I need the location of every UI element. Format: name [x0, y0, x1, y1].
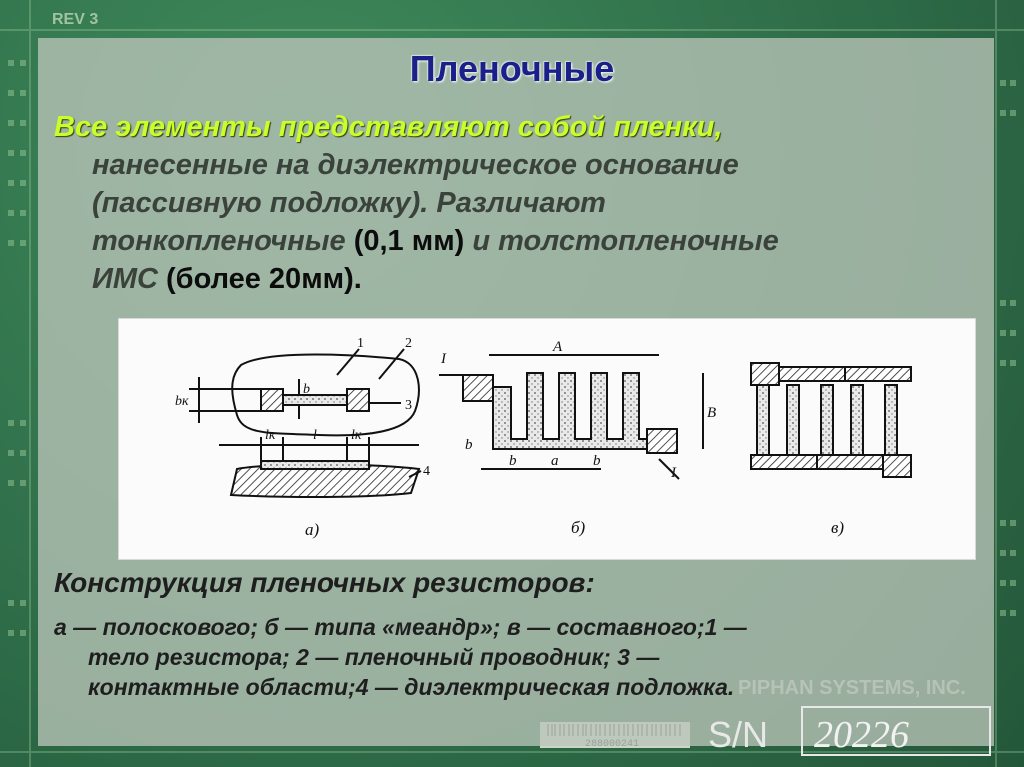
board-rev-label: REV 3	[52, 11, 99, 28]
diagram-v-composite	[751, 363, 911, 477]
label-3: 3	[405, 398, 412, 413]
label-1: 1	[357, 336, 364, 351]
diagram-b-meander	[439, 355, 703, 479]
thick-film-term: и толстопленочные	[464, 225, 779, 257]
label-lk-right: lк	[351, 428, 362, 443]
slide-title: Пленочные	[409, 48, 615, 89]
label-I-top: I	[441, 351, 446, 367]
resistor-diagram-svg	[119, 319, 975, 559]
label-lk-left: lк	[265, 428, 276, 443]
label-b-right: b	[593, 453, 601, 469]
label-B: B	[707, 405, 717, 421]
paragraph-line-5	[54, 260, 954, 298]
label-2: 2	[405, 336, 412, 351]
ims-term: ИМС	[92, 263, 167, 295]
resistor-diagram	[118, 318, 976, 560]
diagram-a-side-view	[219, 437, 421, 497]
serial-number: 20226	[814, 714, 909, 756]
caption-line-1: а — полоскового; б — типа «меандр»; в — составного;1 —	[54, 614, 747, 640]
caption-line-2: тело резистора; 2 — пленочный проводник; 3 —	[88, 644, 660, 670]
intro-paragraph	[54, 108, 954, 298]
label-b-vertical: b	[465, 437, 473, 453]
label-I-bottom: I	[671, 465, 676, 481]
label-A: A	[553, 339, 563, 355]
label-bk: bк	[175, 394, 189, 409]
caption-title: Конструкция пленочных резисторов:	[54, 567, 595, 598]
label-b-subfig: б)	[571, 518, 586, 537]
thin-film-thickness: (0,1 мм)	[353, 225, 465, 257]
thin-film-term: тонкопленочные	[92, 225, 354, 257]
caption-line-3: контактные области;4 — диэлектрическая подложка.	[88, 674, 735, 700]
label-b-small: b	[303, 382, 310, 397]
caption-text	[54, 612, 954, 702]
serial-number-label	[702, 703, 1002, 759]
label-4: 4	[423, 464, 430, 479]
label-a-mid: a	[551, 453, 559, 469]
serial-number-svg	[702, 703, 1002, 759]
paragraph-line-2: нанесенные на диэлектрическое основание	[92, 149, 739, 181]
label-l: l	[313, 428, 317, 443]
paragraph-line-3: (пассивную подложку). Различают	[92, 187, 606, 219]
serial-prefix: S/N	[708, 714, 769, 755]
thick-film-thickness: (более 20мм).	[166, 263, 362, 295]
label-v-subfig: в)	[831, 518, 845, 537]
paragraph-line-1: Все элементы представляют собой пленки,	[54, 111, 723, 143]
label-b-left: b	[509, 453, 517, 469]
paragraph-line-4	[54, 222, 954, 260]
label-a-subfig: а)	[305, 520, 320, 539]
